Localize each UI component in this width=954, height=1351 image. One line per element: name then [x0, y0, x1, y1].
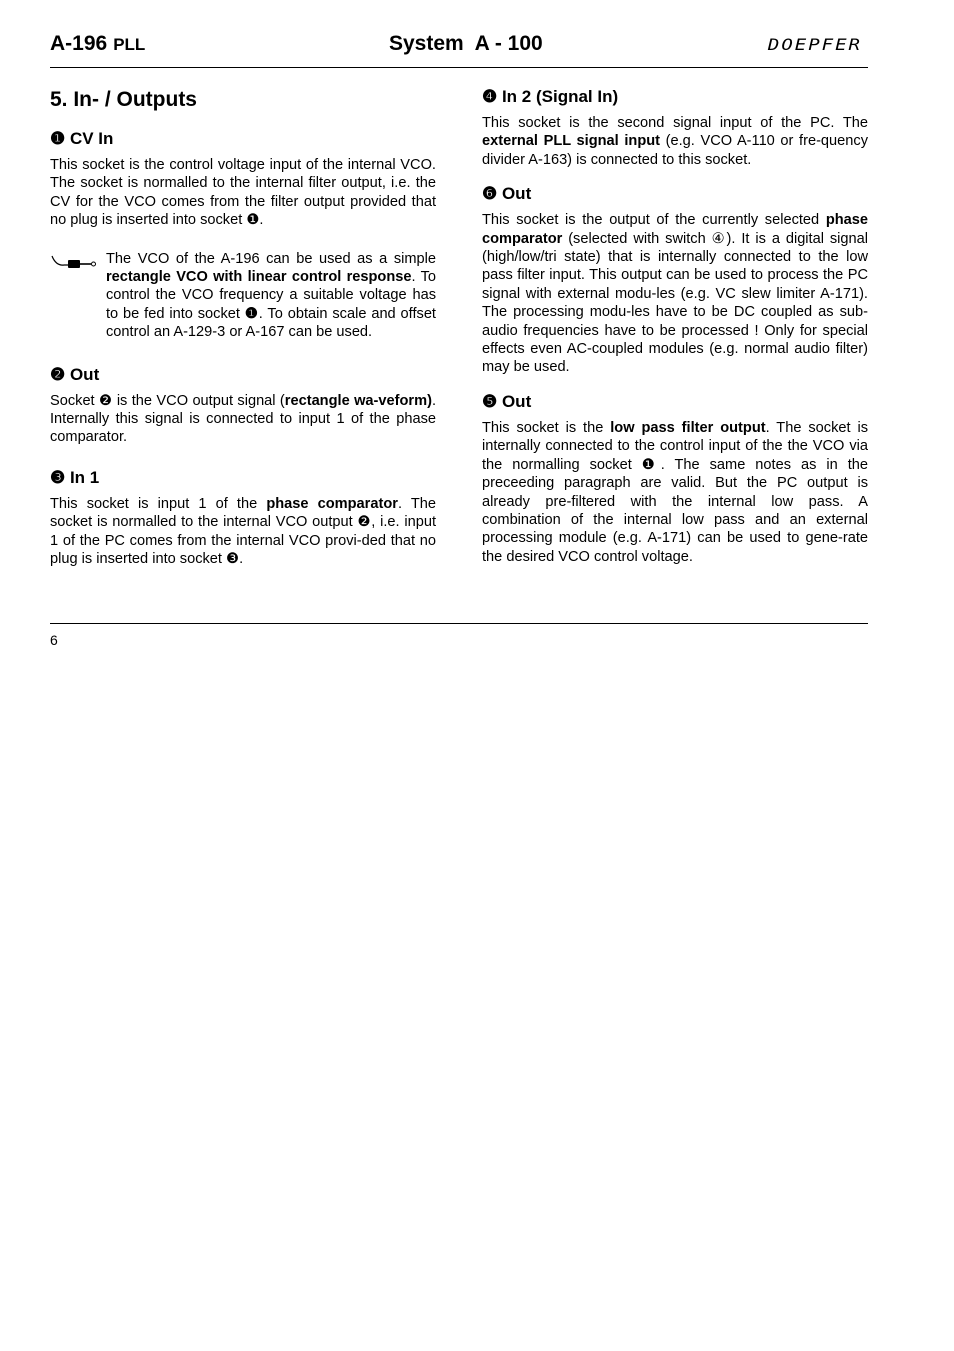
note-text: The VCO of the A-196 can be used as a simple rectangle VCO with linear control response. To control the VCO frequency a suitable voltage has to be fed into socket ❶. To obtain scale and offset control an A-129-3 or A-167 can be used. — [106, 250, 436, 341]
footer-rule — [50, 623, 868, 624]
heading-out-6: ❻ Out — [482, 184, 532, 204]
heading-in-2: ❹ In 2 (Signal In) — [482, 87, 619, 106]
heading-out-5: ❺ Out — [482, 391, 532, 411]
heading-in-1: ❸ In 1 — [50, 467, 100, 487]
module-subtitle: PLL — [113, 35, 146, 54]
system-title: System A - 100 — [389, 32, 543, 55]
header-rule — [50, 67, 868, 68]
paragraph-in-1: This socket is input 1 of the phase comparator. The socket is normalled to the internal VCO output ❷, i.e. input 1 of the PC comes from the internal VCO provi-ded that no plug is inserted into socket ❸. — [50, 495, 436, 568]
section-title: 5. In- / Outputs — [50, 88, 197, 111]
paragraph-out-5: This socket is the low pass filter output. The socket is internally connected to the control input of the the VCO via the normalling socket ❶. The same notes as in the preceeding paragraph are valid. But the PC output is already pre-filtered with the internal low pass. A combination of the internal low pass and an external processing module (e.g. A-171) can be used to gene-rate the desired VCO control voltage. — [482, 419, 869, 565]
module-name: A-196 PLL — [50, 32, 146, 55]
patch-cable-icon — [50, 250, 106, 342]
note-block — [50, 250, 436, 342]
right-column — [482, 86, 868, 566]
page-header — [50, 30, 868, 66]
paragraph-out-2: Socket ❷ is the VCO output signal (rectangle wa-veform). Internally this signal is connected to input 1 of the phase comparator. — [50, 392, 436, 446]
heading-out-2: ❷ Out — [50, 364, 100, 384]
paragraph-cv-in: This socket is the control voltage input of the internal VCO. The socket is normalled to the internal filter output, i.e. the CV for the VCO comes from the filter output provided that no plug is inserted into socket ❶. — [50, 157, 436, 229]
heading-cv-in: ❶ CV In — [50, 129, 114, 148]
doepfer-logo: DOEPFER — [767, 35, 862, 55]
paragraph-out-6: This socket is the output of the currently selected phase comparator (selected with switch ④). It is a digital signal (high/low/tri state) that is internally connected to the low pass filter input. This output can be used to process the PC signal with external modu-les (e.g. VC slew limiter A-171). The processing modu-les have to be DC coupled as sub-audio frequencies have to be processed ! Only for special effects even AC-coupled modules (e.g. normal audio filter) may be used. — [482, 212, 868, 376]
left-column — [50, 86, 436, 569]
page-number: 6 — [50, 632, 58, 648]
paragraph-in-2: This socket is the second signal input of the PC. The external PLL signal input (e.g. VCO A-110 or fre-quency divider A-163) is connected to this socket. — [482, 115, 868, 168]
